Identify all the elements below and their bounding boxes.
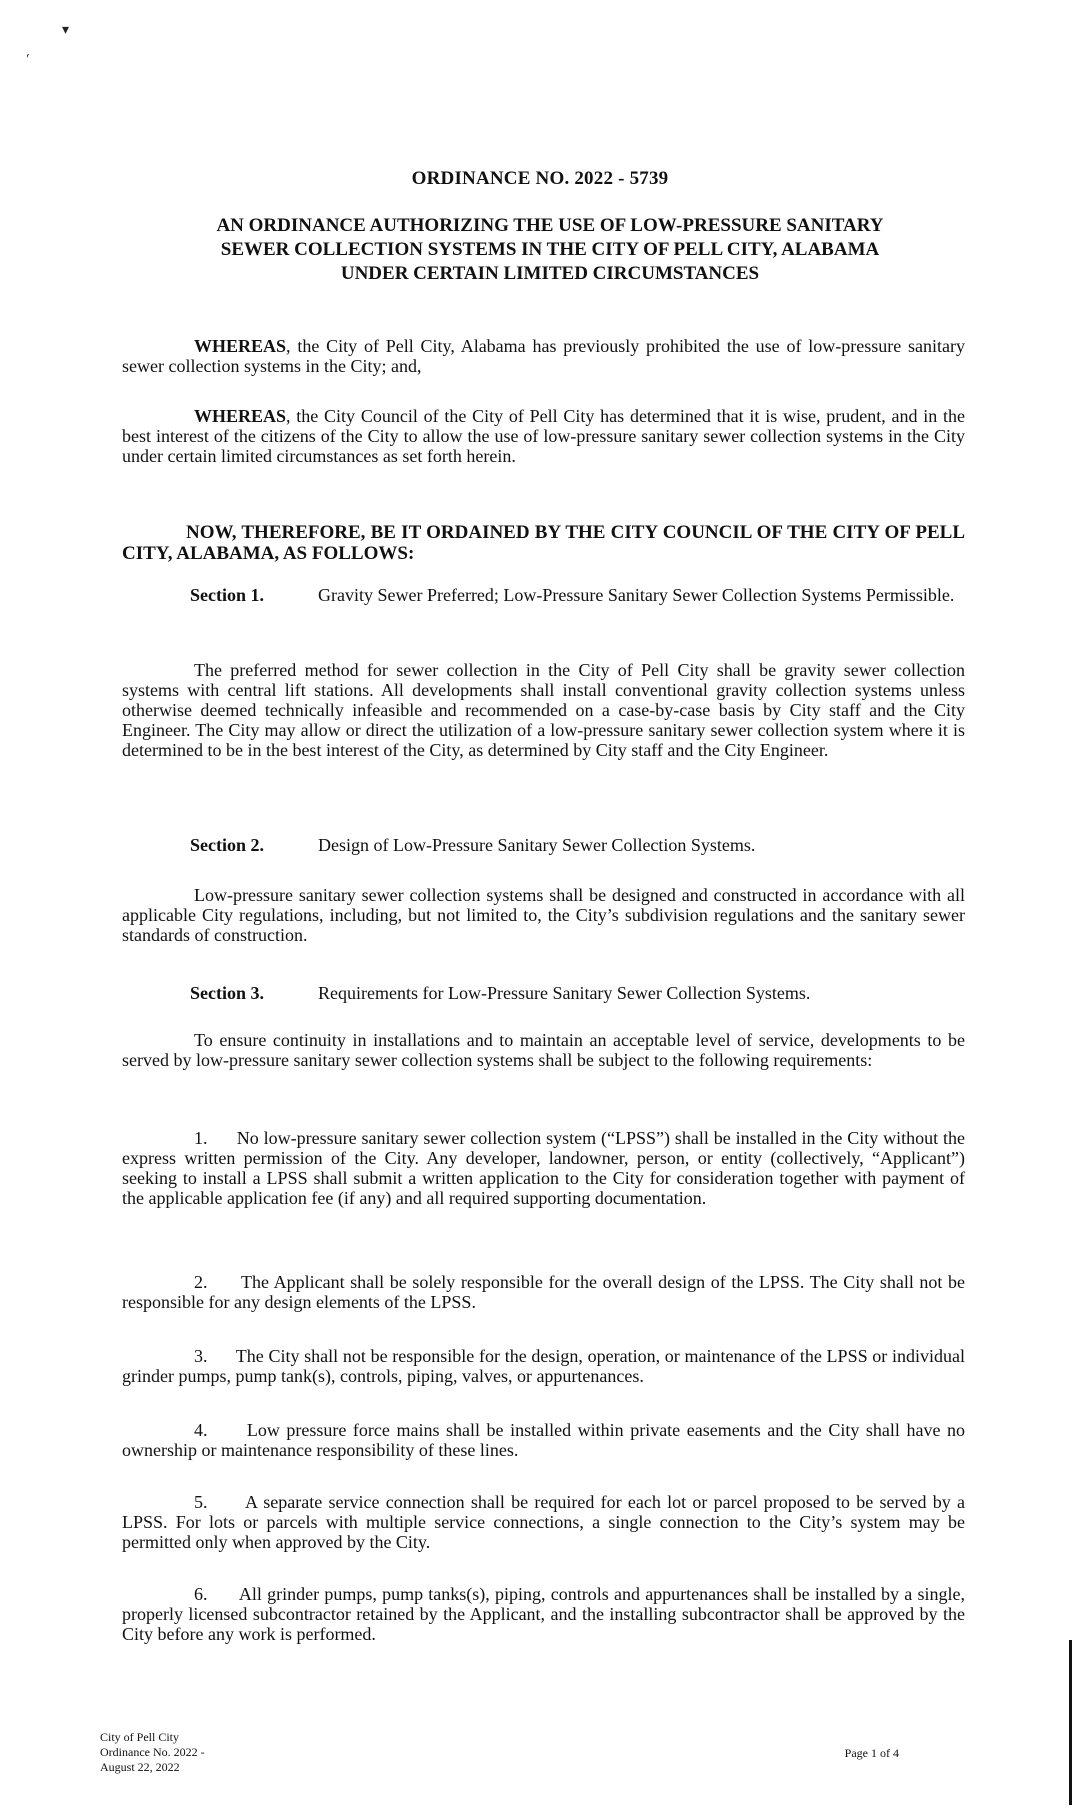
section-label: Section 3.	[190, 983, 264, 1003]
whereas-text: , the City of Pell City, Alabama has previously prohibited the use of low-pressure sanitary sewer collection systems in the City; and,	[122, 336, 965, 376]
whereas-text: , the City Council of the City of Pell City has determined that it is wise, prudent, and in the best interest of the citizens of the City to allow the use of low-pressure sanitary sewer collection systems in the City under certain limited circumstances as set forth herein.	[122, 406, 965, 466]
ordinance-number: ORDINANCE NO. 2022 - 5739	[411, 168, 669, 189]
page-number: Page 1 of 4	[844, 1746, 899, 1760]
item-number: 6.	[194, 1584, 208, 1604]
whereas-paragraph-2	[122, 406, 965, 466]
footer-info	[100, 1730, 205, 1775]
requirement-item-3	[122, 1346, 965, 1386]
section-title: Requirements for Low-Pressure Sanitary Sewer Collection Systems.	[318, 983, 811, 1003]
item-number: 5.	[194, 1492, 208, 1512]
item-number: 4.	[194, 1420, 208, 1440]
scan-mark: ´	[23, 51, 37, 70]
section-1-body: The preferred method for sewer collection in the City of Pell City shall be gravity sewer collection systems with central lift stations. All developments shall install conventional gravity collection systems unless otherwise deemed technically infeasible and recommended on a case-by-case basis by City staff and the City Engineer. The City may allow or direct the utilization of a low-pressure sanitary sewer collection system where it is determined to be in the best interest of the City, as determined by City staff and the City Engineer.	[122, 660, 965, 760]
requirement-item-2	[122, 1272, 965, 1312]
item-number: 1.	[194, 1128, 208, 1148]
requirement-item-1	[122, 1128, 965, 1208]
scan-mark: ▾	[62, 23, 70, 38]
item-text: A separate service connection shall be required for each lot or parcel proposed to be served by a LPSS. For lots or parcels with multiple service connections, a single connection to the City’s system may be permitted only when approved by the City.	[122, 1492, 966, 1552]
item-text: The Applicant shall be solely responsible for the overall design of the LPSS. The City shall not be responsible for any design elements of the LPSS.	[122, 1272, 965, 1312]
item-number: 3.	[194, 1346, 208, 1366]
item-text: No low-pressure sanitary sewer collection system (“LPSS”) shall be installed in the City without the express written permission of the City. Any developer, landowner, person, or entity (collectively, “Applicant”) seeking to install a LPSS shall submit a written application to the City for consideration together with payment of the applicable application fee (if any) and all required supporting documentation.	[122, 1128, 966, 1208]
scan-edge-bar	[1069, 1640, 1072, 1805]
ordinance-title: AN ORDINANCE AUTHORIZING THE USE OF LOW-PRESSURE SANITARY SEWER COLLECTION SYSTEMS IN THE CITY OF PELL CITY, ALABAMA UNDER CERTAIN LIMITED CIRCUMSTANCES	[216, 215, 884, 284]
section-1-heading	[190, 585, 965, 605]
item-text: The City shall not be responsible for the design, operation, or maintenance of the LPSS or individual grinder pumps, pump tank(s), controls, piping, valves, or appurtenances.	[122, 1346, 965, 1386]
section-2-heading	[190, 835, 965, 855]
section-title: Gravity Sewer Preferred; Low-Pressure Sanitary Sewer Collection Systems Permissible.	[318, 585, 955, 605]
whereas-lead: WHEREAS	[194, 406, 287, 426]
whereas-lead: WHEREAS	[194, 336, 287, 356]
section-3-heading	[190, 983, 965, 1003]
item-text: All grinder pumps, pump tanks(s), piping, controls and appurtenances shall be installed by a single, properly licensed subcontractor retained by the Applicant, and the installing subcontractor shall be approved by the City before any work is performed.	[122, 1584, 965, 1644]
section-title: Design of Low-Pressure Sanitary Sewer Collection Systems.	[318, 835, 756, 855]
whereas-paragraph-1	[122, 336, 965, 376]
section-2-body: Low-pressure sanitary sewer collection systems shall be designed and constructed in accordance with all applicable City regulations, including, but not limited to, the City’s subdivision regulations and the sanitary sewer standards of construction.	[122, 885, 965, 945]
requirement-item-5	[122, 1492, 965, 1552]
requirement-item-4	[122, 1420, 965, 1460]
section-label: Section 1.	[190, 585, 264, 605]
ordain-clause: NOW, THEREFORE, BE IT ORDAINED BY THE CITY COUNCIL OF THE CITY OF PELL CITY, ALABAMA, AS FOLLOWS:	[122, 522, 965, 564]
item-text: Low pressure force mains shall be installed within private easements and the City shall have no ownership or maintenance responsibility of these lines.	[122, 1420, 965, 1460]
requirement-item-6	[122, 1584, 965, 1644]
section-label: Section 2.	[190, 835, 264, 855]
item-number: 2.	[194, 1272, 208, 1292]
footer-ordinance: Ordinance No. 2022 -	[100, 1745, 205, 1759]
section-3-body: To ensure continuity in installations and to maintain an acceptable level of service, developments to be served by low-pressure sanitary sewer collection systems shall be subject to the following requirements:	[122, 1030, 965, 1070]
footer-date: August 22, 2022	[100, 1760, 180, 1774]
footer-city: City of Pell City	[100, 1730, 180, 1744]
